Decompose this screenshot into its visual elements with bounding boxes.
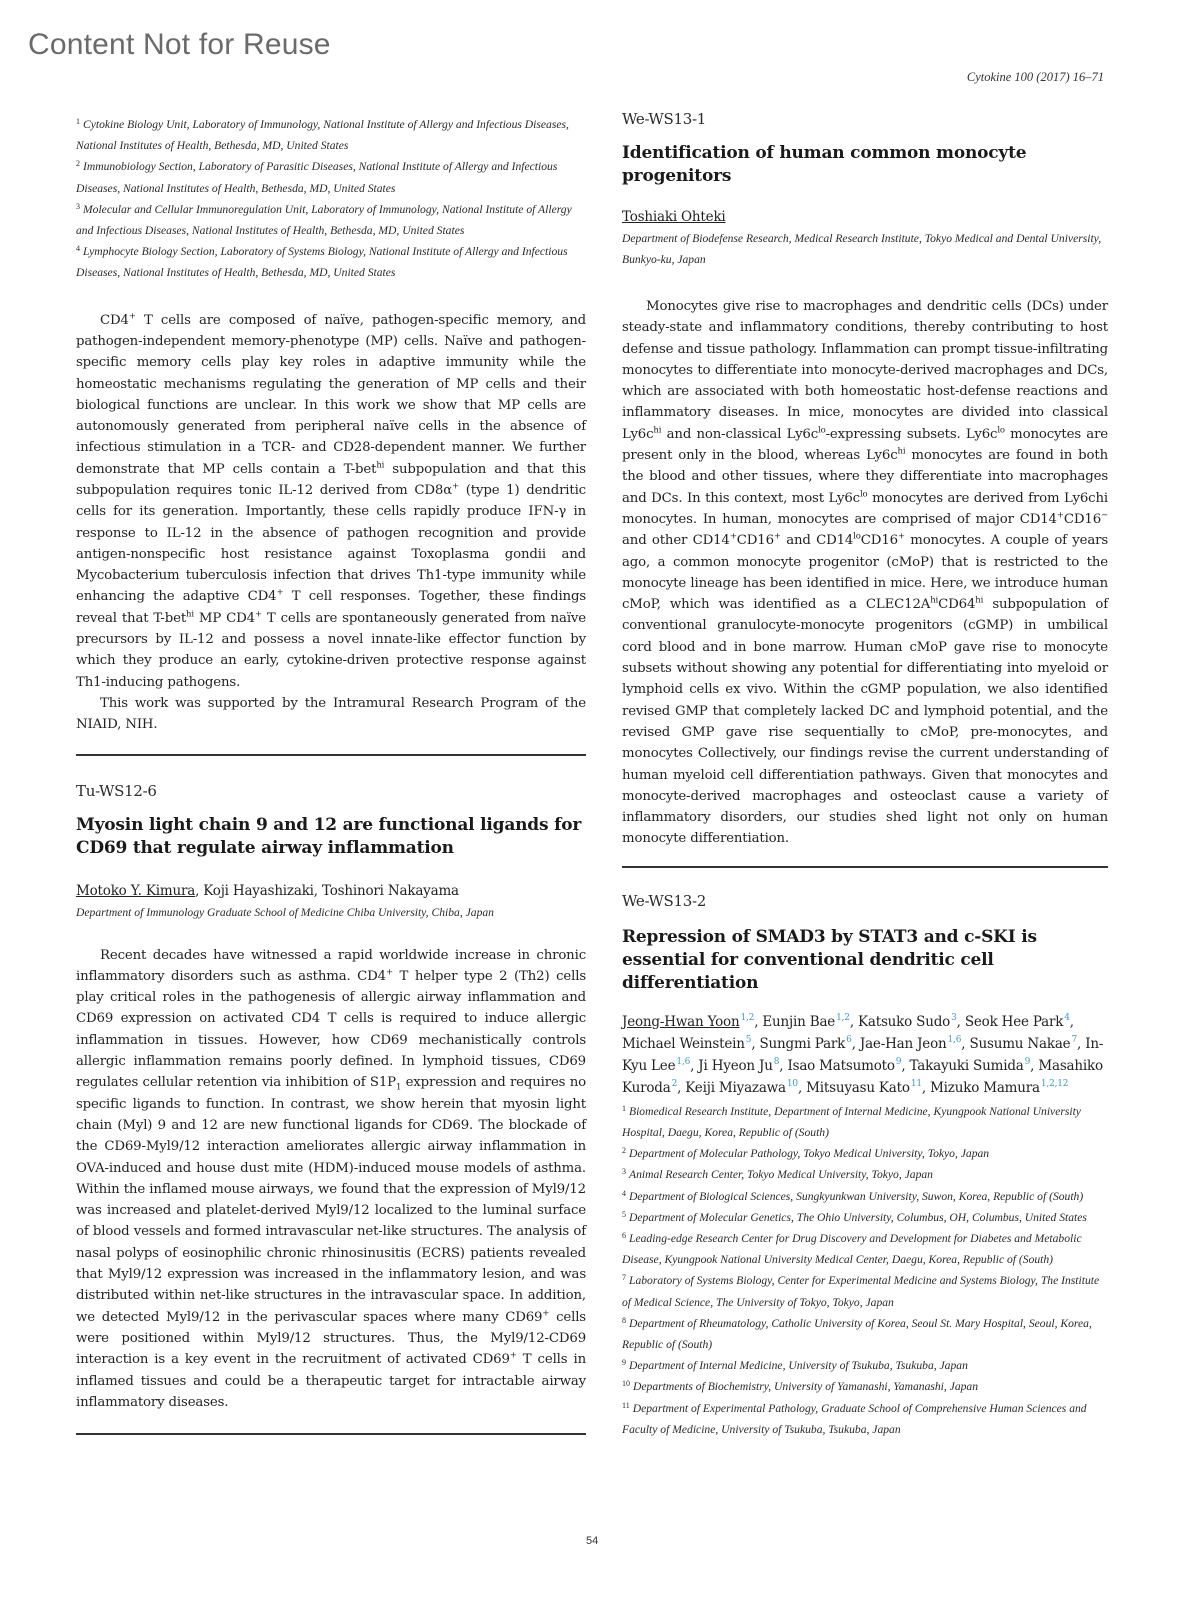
- affiliation-ref: 10: [786, 1079, 798, 1090]
- text-run: Recent decades have witnessed a rapid worldwide increase in chronic inflammatory disorders such as asthma. CD4: [76, 947, 586, 984]
- text-run: subpopulation and that this subpopulation requires tonic IL-12 derived from CD8α: [76, 461, 586, 498]
- superscript: hi: [653, 425, 662, 436]
- affiliation: [622, 1101, 1108, 1143]
- superscript: hi: [930, 595, 939, 606]
- author-name: Seok Hee Park: [964, 1013, 1064, 1030]
- affiliation-number: 7: [622, 1273, 626, 1283]
- text-run: CD16: [1063, 511, 1102, 527]
- text-run: expression and requires no specific ligands to function. In contrast, we show herein that myosin light chain (Myl) 9 and 12 are new functional ligands for CD69. The blockade of the CD69-Myl9/12 interaction ameliorates allergic airway inflammation in OVA-induced and house dust mite (HDM)-induced mouse models of asthma. Within the inflamed mouse airways, we found that the expression of Myl9/12 was increased and platelet-derived Myl9/12 localized to the luminal surface of blood vessels and formed intravascular net-like structures. The analysis of nasal polyps of eosinophilic chronic rhinosinusitis (ECRS) patients revealed that Myl9/12 expression was increased in the inflammatory lesion, and was distributed within net-like structures in the intravascular space. In addition, we detected Myl9/12 in the perivascular spaces where many CD69: [76, 1075, 586, 1325]
- affiliation-text: Department of Internal Medicine, University of Tsukuba, Tsukuba, Japan: [629, 1359, 968, 1373]
- superscript: hi: [897, 446, 906, 457]
- text-run: T cells are composed of naïve, pathogen-specific memory, and pathogen-independent memory-phenotype (MP) cells. Naïve and pathogen-specific memory cells play key roles in adaptive immunity while the homeostatic mechanisms regulating the generation of MP cells and their biological functions are unclear. In this work we show that MP cells are autonomously generated from peripheral naïve cells in the absence of infectious stimulation in a TCR- and CD28-dependent manner. We further demonstrate that MP cells contain a T-bet: [76, 312, 586, 477]
- prev-abstract-affiliations: [76, 114, 586, 284]
- superscript: lo: [818, 425, 826, 436]
- text-run: monocytes are derived from Ly6chi monocytes. In human, monocytes are comprised of major CD14: [622, 490, 1108, 527]
- affiliation-text: Departments of Biochemistry, University of Yamanashi, Yamanashi, Japan: [633, 1380, 979, 1394]
- prev-abstract-paragraph: [76, 310, 586, 693]
- text-run: and non-classical Ly6c: [661, 426, 819, 442]
- page-number: 54: [586, 1535, 599, 1547]
- affiliation: [76, 156, 586, 198]
- author-name: Susumu Nakae: [969, 1035, 1071, 1052]
- author-name: Keiji Miyazawa: [685, 1079, 786, 1096]
- affiliation-ref: 3: [951, 1013, 957, 1024]
- affiliation: [622, 1398, 1108, 1440]
- text-run: (type 1) dendritic cells for its generation. Importantly, these cells rapidly produce IFN-γ in response to IL-12 in the absence of pathogen recognition and provide antigen-nonspecific host resistance against Toxoplasma gondii and Mycobacterium tuberculosis infection that drives Th1-type immunity while enhancing the adaptive CD4: [76, 483, 586, 605]
- affiliation-text: Leading-edge Research Center for Drug Discovery and Development for Diabetes and Metabolic Disease, Kyungpook National University Medical Center, Daegu, Korea, Republic of (South): [622, 1231, 1082, 1267]
- affiliation: [622, 1355, 1108, 1376]
- author-list: [622, 206, 1108, 228]
- affiliation-list: [622, 1101, 1108, 1440]
- affiliation-ref: 1,6: [676, 1057, 691, 1068]
- affiliation-ref: 4: [1064, 1013, 1070, 1024]
- affiliation-text: Lymphocyte Biology Section, Laboratory of Systems Biology, National Institute of Allergy and Infectious Diseases, National Institutes of Health, Bethesda, MD, United States: [76, 245, 568, 280]
- superscript: +: [452, 481, 460, 492]
- presenting-author: Jeong-Hwan Yoon: [622, 1013, 740, 1030]
- affiliation-text: Laboratory of Systems Biology, Center for Experimental Medicine and Systems Biology, The Institute of Medical Science, The University of Tokyo, Tokyo, Japan: [622, 1274, 1100, 1309]
- author-name: Eunjin Bae: [762, 1013, 836, 1030]
- section-divider: [622, 866, 1108, 868]
- affiliation-number: 4: [76, 244, 80, 254]
- affiliation-ref: 9: [895, 1057, 902, 1068]
- text-run: MP CD4: [193, 610, 255, 626]
- affiliation-text: Molecular and Cellular Immunoregulation Unit, Laboratory of Immunology, National Institute of Allergy and Infectious Diseases, National Institutes of Health, Bethesda, MD, United States: [76, 202, 572, 238]
- affiliation-text: Department of Rheumatology, Catholic University of Korea, Seoul St. Mary Hospital, Seoul, Korea, Republic of (South): [622, 1316, 1092, 1351]
- superscript: hi: [376, 460, 385, 471]
- author-name: Mizuko Mamura: [930, 1079, 1040, 1096]
- affiliation-text: Immunobiology Section, Laboratory of Parasitic Diseases, National Institute of Allergy and Infectious Diseases, National Institutes of Health, Bethesda, MD, United States: [76, 160, 558, 195]
- running-head: Cytokine 100 (2017) 16–71: [966, 70, 1104, 84]
- abstract-code: We-WS13-1: [622, 110, 707, 128]
- affiliation-text: Department of Experimental Pathology, Graduate School of Comprehensive Human Sciences and Faculty of Medicine, University of Tsukuba, Tsukuba, Japan: [622, 1401, 1087, 1436]
- abstract-title: Myosin light chain 9 and 12 are functional ligands for CD69 that regulate airway inflammation: [76, 814, 582, 858]
- affiliation-number: 1: [622, 1103, 626, 1113]
- superscript: +: [254, 609, 262, 620]
- author-name: Isao Matsumoto: [787, 1057, 895, 1074]
- affiliation-text: Department of Molecular Genetics, The Ohio University, Columbus, OH, Columbus, United States: [629, 1210, 1087, 1224]
- left-column: [76, 110, 586, 1435]
- text-run: monocytes are present only in the blood, whereas Ly6c: [622, 426, 1109, 464]
- affiliation-ref: 1,2: [836, 1013, 850, 1024]
- text-run: subpopulation of conventional granulocyte-monocyte progenitors (cGMP) in umbilical cord blood and in bone marrow. Human cMoP gave rise to monocyte subsets without showing any potential for differentiating into myeloid or lymphoid cells ex vivo. Within the cGMP population, we also identified revised GMP that completely lacked DC and lymphoid potential, and the revised GMP gave rise sequentially to cMoP, pre-monocytes, and monocytes Collectively, our findings revise the current understanding of human myeloid cell differentiation pathways. Given that monocytes and monocyte-derived macrophages and osteoclast cause a variety of inflammatory disorders, our studies shed light not only on human monocyte differentiation.: [622, 597, 1108, 847]
- text-run: T cells in inflamed tissues and could be a therapeutic target for intractable airway inflammatory diseases.: [76, 1352, 586, 1410]
- text-run: CD16: [736, 533, 774, 549]
- text-run: monocytes. A couple of years ago, a common monocyte progenitor (cMoP) that is restricted to the monocyte lineage has been identified in mice. Here, we introduce human cMoP, which was identified as a CLEC12A: [622, 533, 1109, 613]
- text-run: CD64: [938, 597, 976, 613]
- affiliation-text: Animal Research Center, Tokyo Medical University, Tokyo, Japan: [629, 1168, 933, 1182]
- superscript: hi: [186, 609, 194, 620]
- section-divider: [76, 1433, 586, 1435]
- affiliation: [622, 1143, 1108, 1164]
- superscript: lo: [859, 489, 868, 500]
- funding-paragraph: This work was supported by the Intramural Research Program of the NIAID, NIH.: [76, 695, 586, 733]
- affiliation-ref: 7: [1071, 1035, 1078, 1046]
- superscript: +: [509, 1350, 517, 1361]
- author-name: Jae-Han Jeon: [859, 1035, 947, 1052]
- affiliation-ref: 8: [773, 1057, 780, 1068]
- author-list: [76, 880, 586, 902]
- text-run: T cells are spontaneously generated from naïve precursors by IL-12 and possess a novel innate-like effector function by which they produce an early, cytokine-driven protective response against Th1-inducing pathogens.: [76, 610, 587, 690]
- abstract-code: We-WS13-2: [622, 891, 707, 910]
- affiliation-number: 10: [622, 1379, 630, 1389]
- abstract-body: [76, 945, 586, 1414]
- author-name: Masahiko Kuroda: [622, 1057, 1103, 1096]
- affiliation: [622, 1270, 1108, 1312]
- text-run: and other CD14: [622, 533, 730, 549]
- superscript: +: [773, 531, 781, 542]
- superscript: +: [276, 588, 284, 599]
- affiliation-number: 4: [622, 1188, 626, 1198]
- affiliation-ref: 2: [671, 1079, 678, 1090]
- watermark: Content Not for Reuse: [28, 28, 331, 61]
- superscript: −: [1101, 510, 1108, 521]
- affiliation-number: 11: [622, 1400, 630, 1410]
- author-department: Department of Biodefense Research, Medical Research Institute, Tokyo Medical and Dental University, Bunkyo-ku, Japan: [622, 232, 1102, 266]
- subscript: 1: [395, 1083, 402, 1093]
- affiliation-number: 5: [622, 1209, 626, 1219]
- affiliation-number: 9: [622, 1358, 626, 1368]
- text-run: CD16: [860, 533, 898, 549]
- text-run: and CD14: [780, 533, 854, 549]
- affiliation: [622, 1313, 1108, 1355]
- affiliation-ref: 6: [846, 1035, 852, 1046]
- abstract-title: Identification of human common monocyte progenitors: [622, 143, 1027, 186]
- text-run: monocytes are found in both the blood and other tissues, where they differentiate into macrophages and DCs. In this context, most Ly6c: [622, 448, 1108, 506]
- affiliation-number: 3: [622, 1167, 626, 1177]
- affiliation-number: 3: [76, 201, 80, 211]
- author-name: In-Kyu Lee: [622, 1035, 1104, 1074]
- author-list: Jeong-Hwan Yoon$^{1,2}$, Eunjin Bae$^{1,2}$, Katsuko Sudo$^3$, Seok Hee Park$^4$, Michael Weinstein$^5$, Sungmi Park$^6$, Jae-Han Jeon$^{1,6}$, Susumu Nakae$^7$, In-Kyu Lee$^{1,6}$, Ji Hyeon Ju$^8$, Isao Matsumoto$^9$, Takayuki Sumida$^9$, Masahiko Kuroda$^2$, Keiji Miyazawa$^{10}$, Mitsuyasu Kato$^{11}$, Mizuko Mamura$^{1,2,12}$: [622, 1013, 1104, 1096]
- presenting-author: Motoko Y. Kimura: [76, 882, 196, 899]
- text-run: T cell responses. Together, these findings reveal that T-bet: [76, 589, 586, 626]
- affiliation-number: 1: [76, 117, 80, 126]
- affiliation: [76, 199, 586, 241]
- affiliation-ref: 9: [1024, 1057, 1031, 1068]
- text-run: CD4: [100, 312, 129, 328]
- affiliation: [622, 1186, 1108, 1207]
- affiliation: [622, 1164, 1108, 1185]
- superscript: lo: [853, 531, 861, 542]
- superscript: lo: [997, 425, 1005, 436]
- superscript: +: [385, 967, 393, 978]
- affiliation-text: Biomedical Research Institute, Department of Internal Medicine, Kyungpook National University Hospital, Daegu, Korea, Republic of (South): [622, 1104, 1081, 1139]
- right-column: [622, 110, 1108, 1440]
- affiliation: [622, 1228, 1108, 1270]
- affiliation-ref: 11: [910, 1079, 922, 1090]
- affiliation: [622, 1207, 1108, 1228]
- affiliation-text: Cytokine Biology Unit, Laboratory of Immunology, National Institute of Allergy and Infectious Diseases, National Institutes of Health, Bethesda, MD, United States: [76, 118, 569, 153]
- affiliation-ref: 1,6: [947, 1035, 962, 1046]
- superscript: +: [1056, 510, 1064, 521]
- text-run: -expressing subsets. Ly6c: [825, 426, 998, 442]
- abstract-code: Tu-WS12-6: [76, 781, 157, 800]
- affiliation-number: 2: [622, 1146, 626, 1156]
- text-run: T helper type 2 (Th2) cells play critical roles in the pathogenesis of allergic airway inflammation and CD69 expression on activated CD4 T cells is required to induce allergic inflammation in tissues. However, how CD69 mechanistically controls allergic inflammation remains poorly defined. In lymphoid tissues, CD69 regulates cellular retention via inhibition of S1P: [76, 968, 586, 1091]
- abstract-title: Repression of SMAD3 by STAT3 and c-SKI is essential for conventional dendritic cell differentiation: [622, 926, 1037, 993]
- author-name: Ji Hyeon Ju: [698, 1057, 773, 1074]
- superscript: +: [729, 531, 737, 542]
- author-name: Michael Weinstein: [622, 1035, 745, 1052]
- superscript: hi: [975, 595, 984, 606]
- abstract-body: [622, 296, 1108, 850]
- other-authors: , Koji Hayashizaki, Toshinori Nakayama: [195, 882, 459, 899]
- superscript: +: [128, 311, 136, 322]
- affiliation-text: Department of Biological Sciences, Sungkyunkwan University, Suwon, Korea, Republic of (South): [629, 1189, 1084, 1203]
- affiliation: [76, 114, 586, 156]
- superscript: +: [542, 1308, 550, 1319]
- affiliation-ref: 1,2,12: [1040, 1079, 1069, 1090]
- affiliation: [76, 241, 586, 283]
- affiliation: [622, 1376, 1108, 1397]
- affiliation-number: 6: [622, 1230, 626, 1240]
- affiliation-number: 8: [622, 1315, 626, 1325]
- affiliation-ref: 1,2: [740, 1013, 755, 1024]
- section-divider: [76, 754, 586, 756]
- superscript: +: [897, 531, 905, 542]
- affiliation-ref: 5: [745, 1035, 752, 1046]
- presenting-author: Toshiaki Ohteki: [622, 209, 726, 225]
- affiliation-text: Department of Molecular Pathology, Tokyo Medical University, Tokyo, Japan: [629, 1147, 990, 1161]
- author-name: Katsuko Sudo: [858, 1013, 951, 1030]
- author-department: Department of Immunology Graduate School of Medicine Chiba University, Chiba, Japan: [76, 905, 494, 919]
- text-run: Monocytes give rise to macrophages and dendritic cells (DCs) under steady-state and inflammatory conditions, thereby contributing to host defense and tissue pathology. Inflammation can prompt tissue-infiltrating monocytes to differentiate into monocyte-derived macrophages and DCs, which are associated with both homeostatic host-defense reactions and inflammatory diseases. In mice, monocytes are divided into classical Ly6c: [622, 299, 1108, 442]
- author-name: Sungmi Park: [759, 1035, 846, 1052]
- affiliation-number: 2: [76, 159, 80, 169]
- author-name: Mitsuyasu Kato: [806, 1079, 910, 1096]
- author-name: Takayuki Sumida: [909, 1057, 1024, 1074]
- text-run: cells were positioned within Myl9/12 structures. Thus, the Myl9/12-CD69 interaction is a key event in the recruitment of activated CD69: [76, 1309, 586, 1368]
